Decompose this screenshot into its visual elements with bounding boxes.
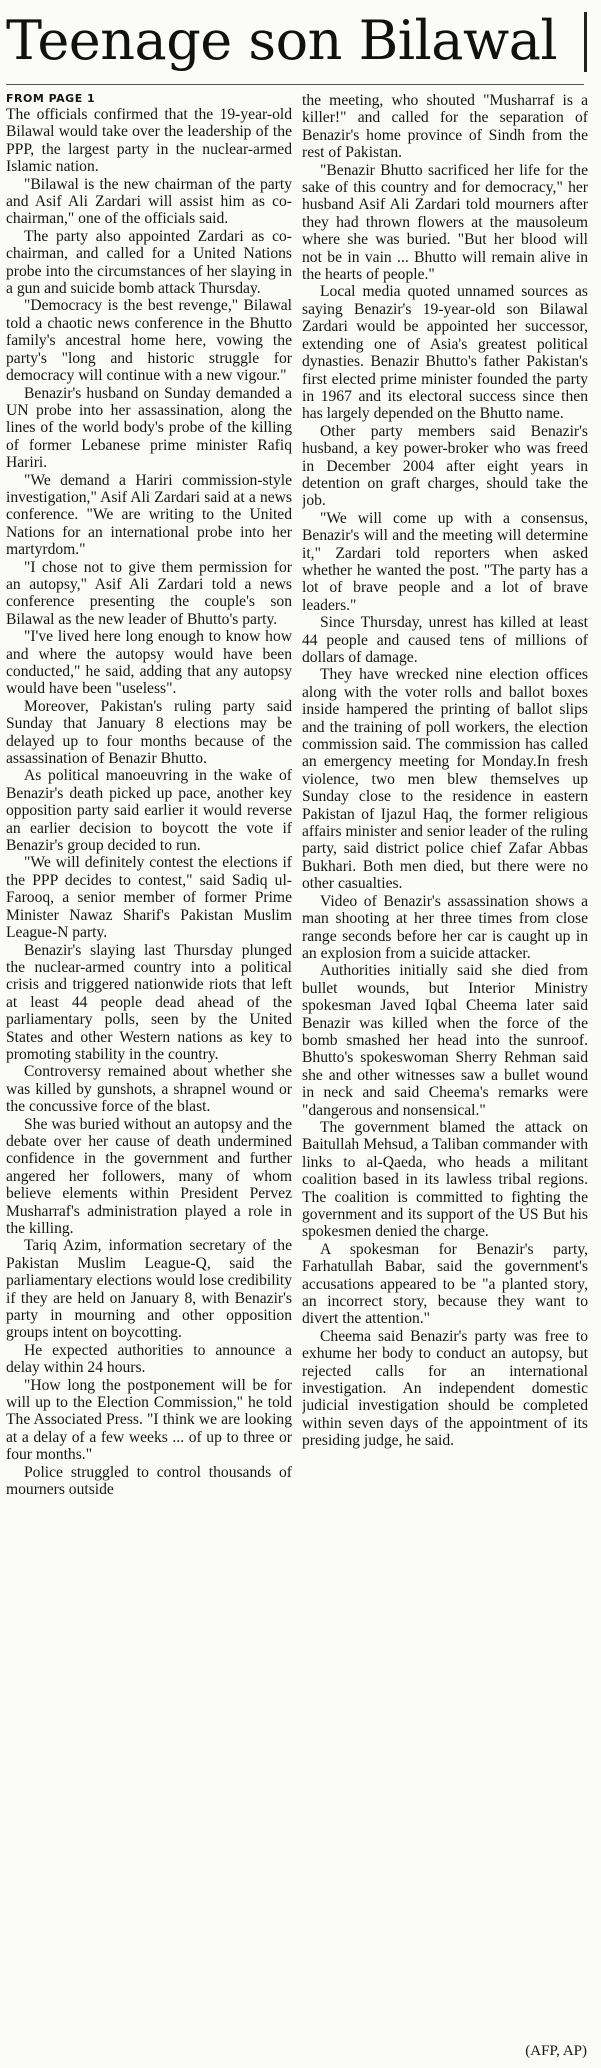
paragraph: Police struggled to control thousands of mourners outside (6, 1463, 292, 1499)
paragraph: Authorities initially said she died from bullet wounds, but Interior Ministry spokesman Javed Iqbal Cheema later said Benazir was killed when the force of the bomb smashed her head into the sunroof. Bhutto's spokeswoman Sherry Rehman said she and other witnesses saw a bullet wound in neck and said Cheema's remarks were "dangerous and nonsensical." (302, 962, 588, 1119)
paragraph: Benazir's slaying last Thursday plunged the nuclear-armed country into a political crisis and triggered nationwide riots that left at least 44 people dead ahead of the parliamentary polls, seen by the United States and other Western nations as key to promoting stability in the country. (6, 941, 292, 1063)
paragraph: "We demand a Hariri commission-style investigation," Asif Ali Zardari said at a news conference. "We are writing to the United Nations for an international probe into her martyrdom." (6, 471, 292, 559)
wire-credit: (AFP, AP) (525, 2043, 587, 2059)
paragraph: Local media quoted unnamed sources as saying Benazir's 19-year-old son Bilawal Zardari would be appointed her successor, extending one of Asia's greatest political dynasties. Benazir Bhutto's father Pakistan's first elected prime minister founded the party in 1967 and its electoral success since then has largely depended on the Bhutto name. (302, 283, 588, 423)
paragraph: "We will definitely contest the elections if the PPP decides to contest," said Sadiq ul-Farooq, a senior member of former Prime Minister Nawaz Sharif's Pakistan Muslim League-N party. (6, 854, 292, 942)
paragraph: "We will come up with a consensus, Benazir's will and the meeting will determine it," Zardari told reporters when asked whether he wanted the post. "The party has a lot of brave people and a lot of brave leaders." (302, 509, 588, 614)
paragraph: The officials confirmed that the 19-year-old Bilawal would take over the leadership of the PPP, the largest party in the nuclear-armed Islamic nation. (6, 106, 292, 176)
paragraph: Tariq Azim, information secretary of the Pakistan Muslim League-Q, said the parliamentary elections would lose credibility if they are held on January 8, with Benazir's party in mourning and other opposition groups intent on boycotting. (6, 1237, 292, 1342)
paragraph: She was buried without an autopsy and the debate over her cause of death undermined confidence in the government and further angered her followers, many of whom believe elements within President Pervez Musharraf's administration played a role in the killing. (6, 1115, 292, 1237)
paragraph: Controversy remained about whether she was killed by gunshots, a shrapnel wound or the concussive force of the blast. (6, 1063, 292, 1116)
paragraph: He expected authorities to announce a delay within 24 hours. (6, 1341, 292, 1377)
paragraph: As political manoeuvring in the wake of Benazir's death picked up pace, another key opposition party said earlier it would reverse an earlier decision to boycott the vote if Benazir's group decided to run. (6, 767, 292, 855)
paragraph: Benazir's husband on Sunday demanded a UN probe into her assassination, along the lines of the world body's probe of the killing of former Lebanese prime minister Rafiq Hariri. (6, 384, 292, 472)
paragraph: Since Thursday, unrest has killed at least 44 people and caused tens of millions of dollars of damage. (302, 614, 588, 666)
paragraph: the meeting, who shouted "Musharraf is a killer!" and called for the separation of Benazir's home province of Sindh from the rest of Pakistan. (302, 92, 588, 162)
paragraph: "How long the postponement will be for will up to the Election Commission," he told The Associated Press. "I think we are looking at a delay of a few weeks ... of up to three or four months." (6, 1376, 292, 1464)
headline-divider (6, 84, 584, 85)
paragraph: A spokesman for Benazir's party, Farhatullah Babar, said the government's accusations appeared to be "a planted story, an incorrect story, because they want to divert the attention." (302, 1240, 588, 1328)
paragraph: "I've lived here long enough to know how and where the autopsy would have been conducted," he said, adding that any autopsy would have been "useless". (6, 628, 292, 698)
article-column-left (6, 92, 292, 2060)
paragraph: Video of Benazir's assassination shows a man shooting at her three times from close range seconds before her car is caught up in an explosion from a suicide attacker. (302, 892, 588, 962)
paragraph: "I chose not to give them permission for an autopsy," Asif Ali Zardari told a news conference presenting the couple's son Bilawal as the new leader of Bhutto's party. (6, 558, 292, 628)
article-column-right (302, 92, 588, 2060)
paragraph: The government blamed the attack on Baitullah Mehsud, a Taliban commander with links to al-Qaeda, who heads a militant coalition based in its lawless tribal regions. The coalition is committed to fighting the government and its support of the US But his spokesmen denied the charge. (302, 1118, 588, 1241)
dateline: FROM PAGE 1 (6, 92, 96, 105)
paragraph: Other party members said Benazir's husband, a key power-broker who was freed in December 2004 after eight years in detention on graft charges, should take the job. (302, 422, 588, 510)
column-rule (584, 12, 587, 72)
paragraph: "Bilawal is the new chairman of the party and Asif Ali Zardari will assist him as co-chairman," one of the officials said. (6, 175, 292, 228)
paragraph: Moreover, Pakistan's ruling party said Sunday that January 8 elections may be delayed up to four months because of the assassination of Benazir Bhutto. (6, 697, 292, 768)
paragraph: "Benazir Bhutto sacrificed her life for the sake of this country and for democracy," her husband Asif Ali Zardari told mourners after they had thrown flowers at the mausoleum where she was buried. "But her blood will not be in vain ... Bhutto will remain alive in the hearts of people." (302, 161, 588, 284)
paragraph: "Democracy is the best revenge," Bilawal told a chaotic news conference in the Bhutto family's ancestral home here, vowing the party's "long and historic struggle for democracy will continue with a new vigour." (6, 297, 292, 385)
headline: Teenage son Bilawal (6, 9, 558, 72)
paragraph: The party also appointed Zardari as co-chairman, and called for a United Nations probe into the circumstances of her slaying in a gun and suicide bomb attack Thursday. (6, 227, 292, 298)
paragraph: They have wrecked nine election offices along with the voter rolls and ballot boxes inside hampered the printing of ballot slips and the training of poll workers, the election commission said. The commission has called an emergency meeting for Monday.In fresh violence, two men blew themselves up Sunday close to the residence in eastern Pakistan of Ijazul Haq, the former religious affairs minister and senior leader of the ruling party, said district police chief Zafar Abbas Bukhari. Both men died, but there were no other casualties. (302, 666, 588, 893)
paragraph: Cheema said Benazir's party was free to exhume her body to conduct an autopsy, but rejected calls for an international investigation. An independent domestic judicial investigation should be completed within seven days of the appointment of its presiding judge, he said. (302, 1327, 588, 1450)
